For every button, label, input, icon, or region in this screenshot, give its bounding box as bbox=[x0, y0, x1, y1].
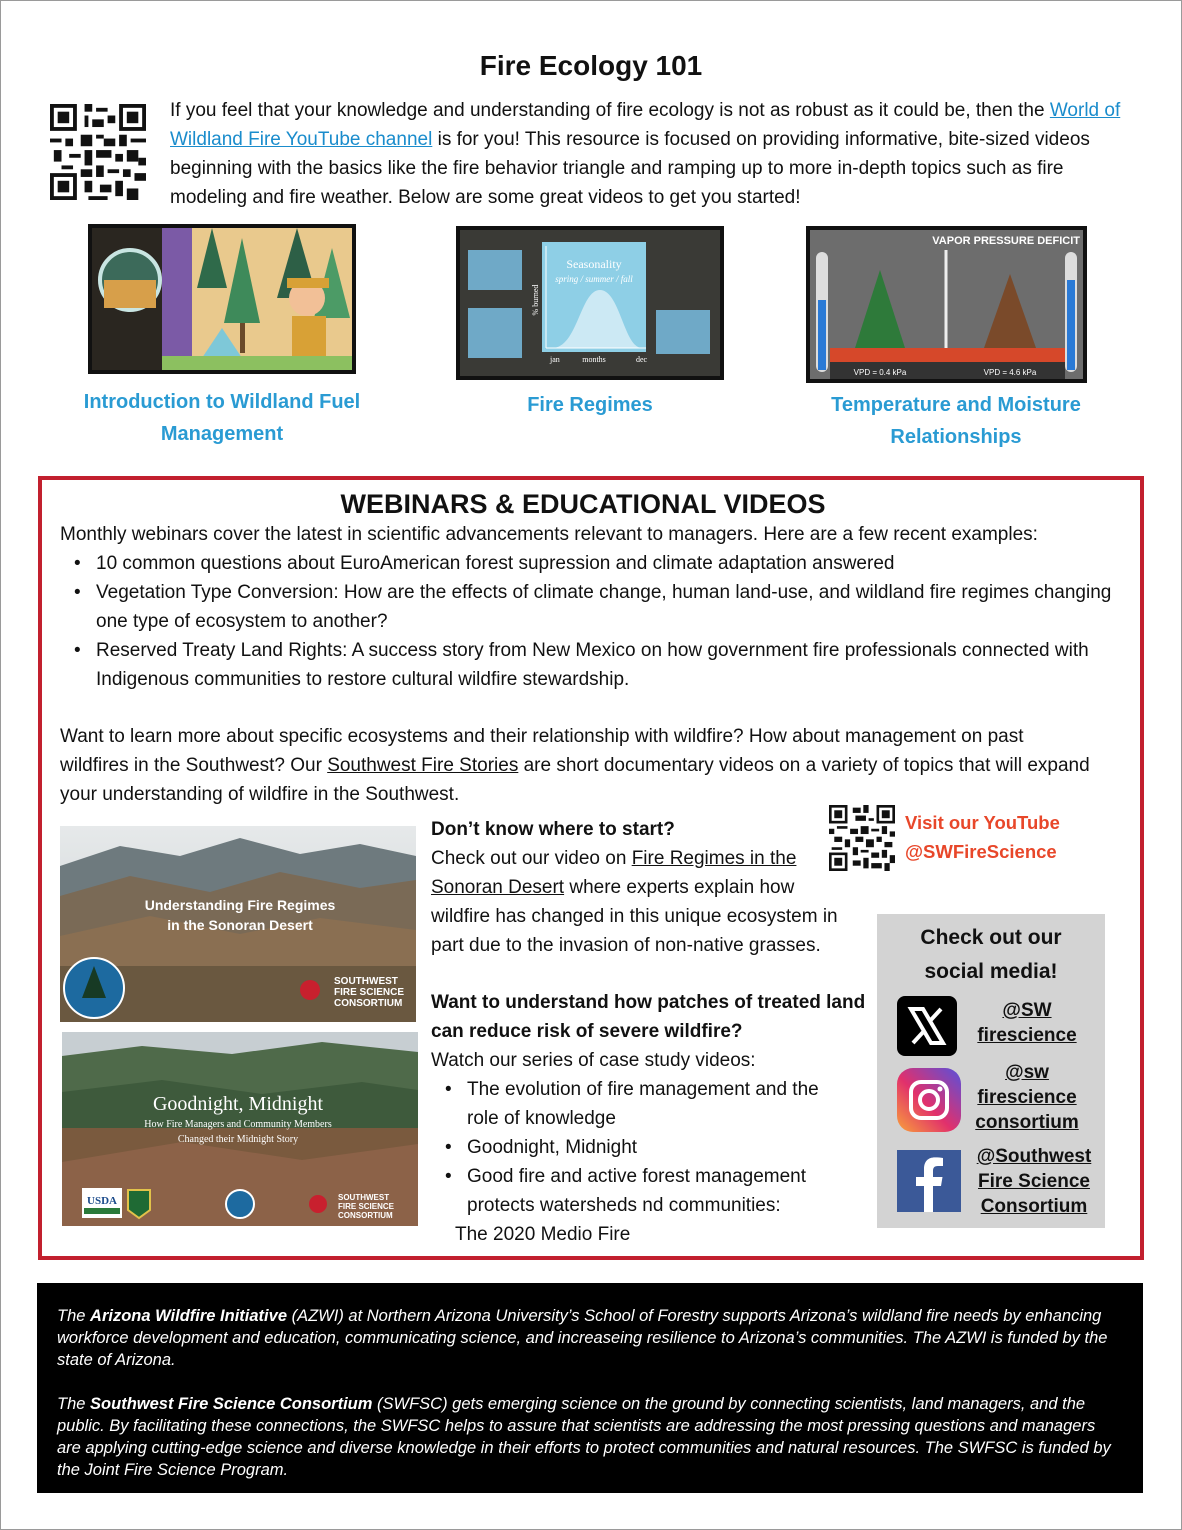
video-thumbnail-temperature-moisture[interactable] bbox=[806, 226, 1087, 383]
midnight-title: Goodnight, Midnight bbox=[152, 1093, 324, 1115]
list-item: • Goodnight, Midnight bbox=[431, 1133, 841, 1162]
patches-section bbox=[431, 988, 871, 1249]
sonoran-title-line1: Understanding Fire Regimes bbox=[144, 897, 336, 913]
seasonality-chart-illustration bbox=[460, 230, 720, 376]
sonoran-logo-line3: CONSORTIUM bbox=[334, 998, 403, 1009]
thumb-vpd-left-value: VPD = 0.4 kPa bbox=[853, 368, 907, 377]
webinars-title: WEBINARS & EDUCATIONAL VIDEOS bbox=[340, 489, 826, 519]
start-body: Check out our video on Fire Regimes in the Sonoran Desert where experts explain how wildfire has changed in this unique ecosystem in part due to the invasion of non-native grasses. bbox=[431, 848, 838, 956]
thumb-seasonality-subtitle: spring / summer / fall bbox=[555, 274, 633, 284]
footer-swfsc-paragraph: The Southwest Fire Science Consortium (SWFSC) gets emerging science on the ground by connecting scientists, land managers, and the public. By facilitating these connections, the SWFSC helps to assure that scientists are addressing the most pressing questions and managers are applying cutting-edge science and diverse knowledge in their efforts to protect communities and natural resources. The SWFSC is funded by the Joint Fire Science Program. bbox=[57, 1395, 1111, 1479]
instagram-handle-link[interactable]: @sw firescience consortium bbox=[975, 1062, 1079, 1133]
thumb-vpd-title: VAPOR PRESSURE DEFICIT bbox=[932, 235, 1080, 247]
thumb-seasonality-ylabel: % burned bbox=[531, 284, 540, 316]
youtube-link[interactable] bbox=[905, 808, 1060, 866]
x-handle-link[interactable]: @SW firescience bbox=[977, 1000, 1077, 1046]
list-item: • Vegetation Type Conversion: How are the effects of climate change, human land-use, and wildland fire regimes changing one type of ecosystem to another? bbox=[60, 578, 1126, 636]
facebook-handle-link[interactable]: @Southwest Fire Science Consortium bbox=[976, 1146, 1092, 1217]
thumb-seasonality-x-start: jan bbox=[550, 355, 560, 364]
social-title-line2: social media! bbox=[924, 960, 1058, 983]
midnight-logo-line1: SOUTHWEST bbox=[338, 1193, 390, 1202]
sonoran-landscape-illustration bbox=[60, 826, 416, 1022]
thumb-seasonality-x-mid: months bbox=[582, 355, 606, 364]
youtube-line1: Visit our YouTube bbox=[905, 812, 1060, 833]
patches-last-line: The 2020 Medio Fire bbox=[455, 1224, 631, 1245]
sonoran-logo-line2: FIRE SCIENCE bbox=[334, 987, 405, 998]
video-thumbnail-goodnight-midnight[interactable] bbox=[62, 1032, 418, 1226]
list-item: • Good fire and active forest management protects watersheds nd communities: bbox=[431, 1162, 841, 1220]
sonoran-title-line2: in the Sonoran Desert bbox=[167, 917, 313, 933]
midnight-logo-line3: CONSORTIUM bbox=[338, 1211, 393, 1220]
social-media-panel bbox=[877, 914, 1105, 1228]
midnight-logo-line2: FIRE SCIENCE bbox=[338, 1202, 395, 1211]
thumb-vpd-right-value: VPD = 4.6 kPa bbox=[983, 368, 1037, 377]
qr-code-icon bbox=[50, 104, 146, 200]
midnight-subtitle-line2: Changed their Midnight Story bbox=[177, 1134, 299, 1145]
world-of-wildland-fire-link[interactable]: World of Wildland Fire YouTube channel bbox=[170, 100, 1121, 150]
facebook-icon[interactable] bbox=[897, 1150, 961, 1212]
midnight-forest-illustration bbox=[62, 1032, 418, 1226]
fuel-management-illustration bbox=[92, 228, 352, 370]
instagram-icon[interactable] bbox=[897, 1068, 961, 1132]
fire-stories-paragraph: Want to learn more about specific ecosystems and their relationship with wildfire? How about management on past wildfires in the Southwest? Our Southwest Fire Stories are short documentary videos on a variety of topics that will expand your understanding of wildfire in the Southwest. bbox=[60, 726, 1090, 805]
fire-regimes-sonoran-link[interactable]: Fire Regimes in the Sonoran Desert bbox=[431, 848, 797, 898]
vapor-pressure-illustration bbox=[810, 230, 1083, 379]
video-thumbnail-sonoran-desert[interactable] bbox=[60, 826, 416, 1022]
midnight-subtitle-line1: How Fire Managers and Community Members bbox=[144, 1119, 332, 1130]
start-section bbox=[431, 815, 856, 960]
thumb-seasonality-x-end: dec bbox=[636, 355, 648, 364]
patches-heading: Want to understand how patches of treated land can reduce risk of severe wildfire? bbox=[431, 992, 866, 1042]
caption-temperature-moisture[interactable]: Temperature and Moisture Relationships bbox=[831, 394, 1081, 448]
patches-intro: Watch our series of case study videos: bbox=[431, 1050, 756, 1071]
youtube-handle: @SWFireScience bbox=[905, 841, 1057, 862]
webinar-list bbox=[60, 549, 1126, 694]
page-title: Fire Ecology 101 bbox=[479, 50, 703, 81]
footer-panel bbox=[37, 1283, 1143, 1493]
video-thumbnail-fuel-management[interactable] bbox=[88, 224, 356, 374]
sonoran-logo-line1: SOUTHWEST bbox=[334, 976, 398, 987]
caption-fire-regimes[interactable]: Fire Regimes bbox=[527, 394, 653, 416]
list-item: • 10 common questions about EuroAmerican forest supression and climate adaptation answered bbox=[60, 549, 1126, 578]
southwest-fire-stories-link[interactable]: Southwest Fire Stories bbox=[327, 755, 519, 776]
list-item: • The evolution of fire management and the role of knowledge bbox=[431, 1075, 841, 1133]
intro-paragraph: If you feel that your knowledge and understanding of fire ecology is not as robust as it could be, then the World of Wildland Fire YouTube channel is for you! This resource is focused on providing informative, bite-sized videos beginning with the basics like the fire behavior triangle and ramping up to more in-depth topics such as fire modeling and fire weather. Below are some great videos to get you started! bbox=[170, 100, 1121, 208]
caption-fuel-management[interactable]: Introduction to Wildland Fuel Management bbox=[83, 391, 361, 445]
youtube-qr-code-icon bbox=[829, 805, 895, 871]
thumb-seasonality-title: Seasonality bbox=[566, 257, 622, 271]
x-twitter-icon[interactable] bbox=[897, 996, 957, 1056]
video-thumbnail-fire-regimes[interactable] bbox=[456, 226, 724, 380]
midnight-usda-logo: USDA bbox=[87, 1195, 117, 1207]
footer-azwi-paragraph: The Arizona Wildfire Initiative (AZWI) at Northern Arizona University’s School of Forestry supports Arizona’s wildland fire needs by enhancing workforce development and education, communicating science, and increaseing resilience to Arizona’s communities. The AZWI is funded by the state of Arizona. bbox=[57, 1307, 1108, 1369]
list-item: • Reserved Treaty Land Rights: A success story from New Mexico on how government fire professionals connected with Indigenous communities to restore cultural wildfire stewardship. bbox=[60, 636, 1126, 694]
social-title-line1: Check out our bbox=[920, 926, 1062, 949]
start-heading: Don’t know where to start? bbox=[431, 819, 675, 840]
case-study-list bbox=[431, 1075, 841, 1220]
webinars-intro: Monthly webinars cover the latest in scientific advancements relevant to managers. Here are a few recent examples: bbox=[60, 524, 1038, 545]
